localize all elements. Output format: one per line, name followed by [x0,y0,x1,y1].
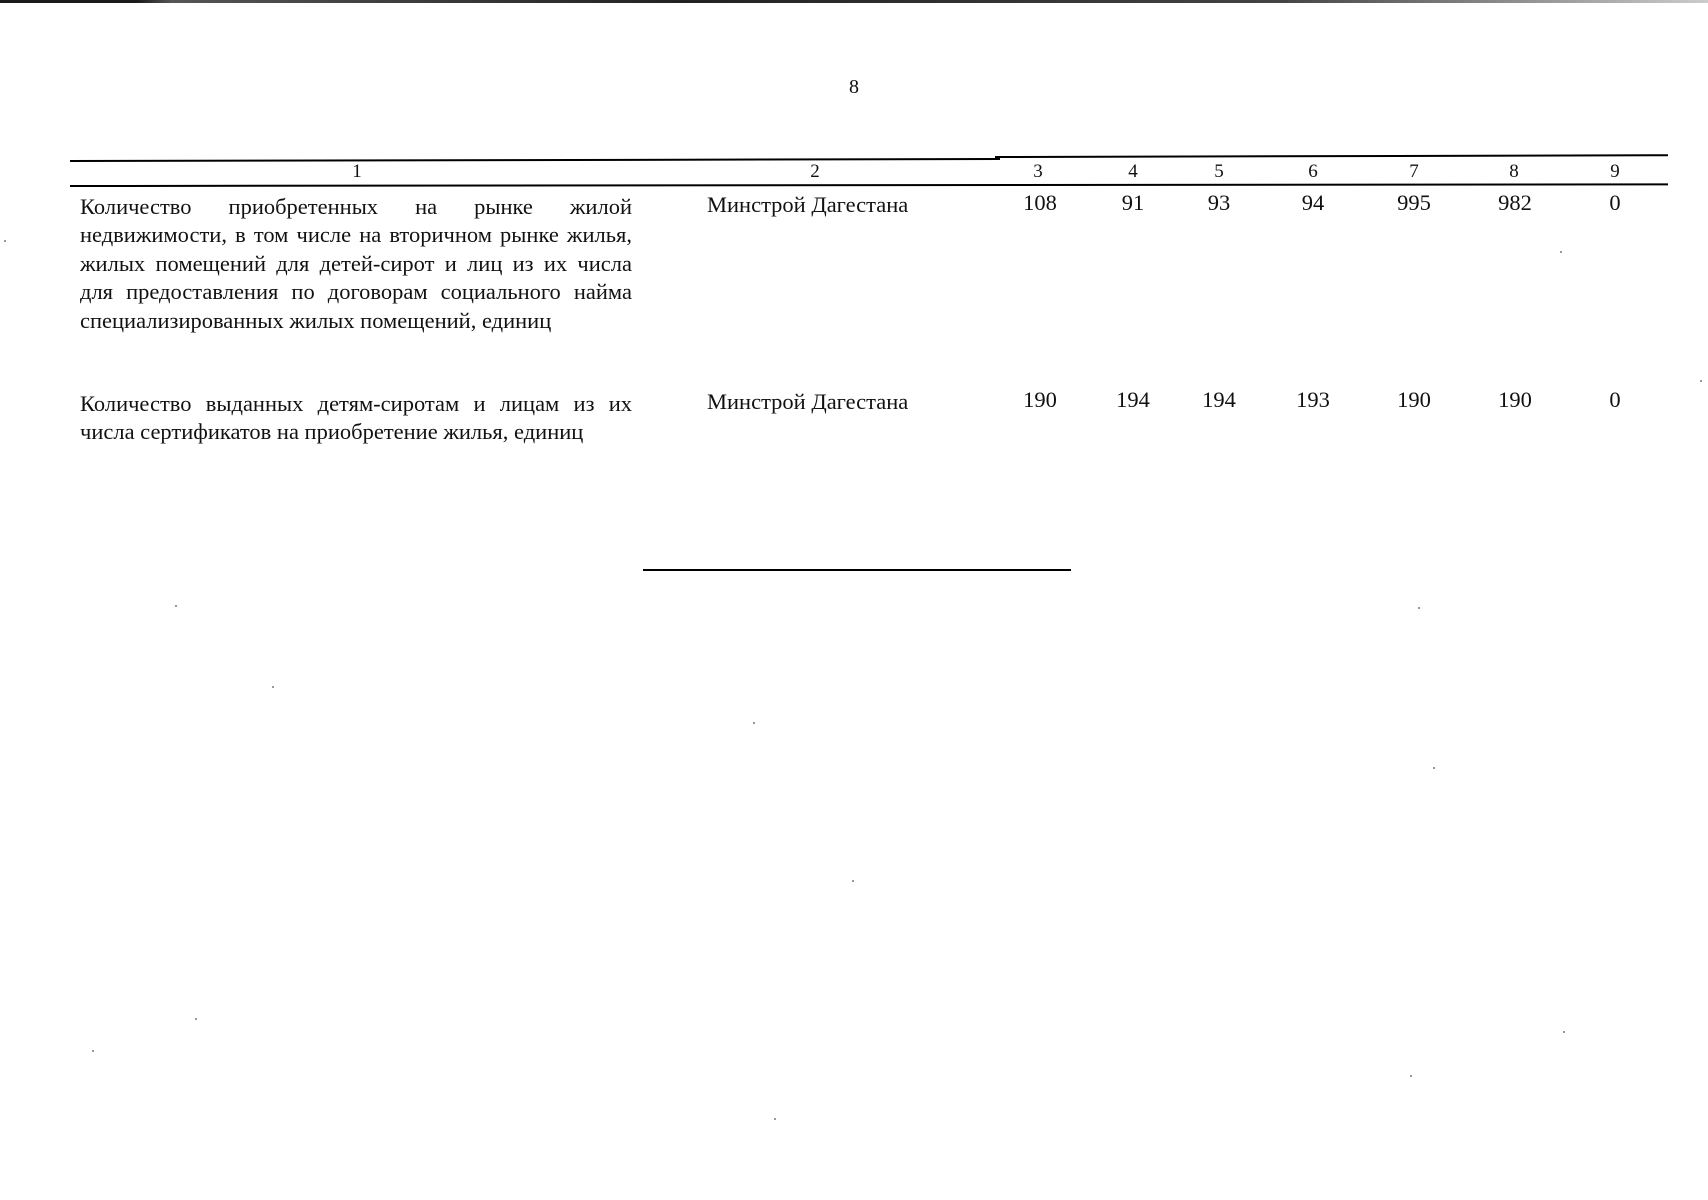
scan-speck [1410,1075,1412,1077]
column-header: 6 [1308,161,1318,182]
scan-speck [92,1050,94,1052]
column-header: 8 [1509,161,1519,182]
column-header: 5 [1214,161,1224,182]
column-header: 2 [810,161,820,182]
value-cell: 995 [1397,190,1431,215]
value-cell: 94 [1301,190,1325,215]
scan-speck [753,722,755,724]
value-cell: 0 [1609,190,1621,215]
indicator-description: Количество выданных детям-сиротам и лицам из их числа сертификатов на приобретение жилья, единиц [80,391,632,445]
value-cell: 190 [1498,387,1532,412]
scan-speck [195,1018,197,1020]
value-cell: 190 [1023,387,1057,412]
column-header: 4 [1128,161,1138,182]
responsible-executor: Минстрой Дагестана [707,389,909,414]
value-cell: 108 [1023,190,1057,215]
header-bottom-rule [70,183,1668,186]
column-header: 1 [352,161,362,182]
value-cell: 93 [1207,190,1231,215]
indicator-description: Количество приобретенных на рынке жилой недвижимости, в том числе на вторичном рынке жилья, жилых помещений для детей-сирот и лиц из их числа для предоставления по договорам социального найма специализированных жилых помещений, единиц [80,194,632,333]
scan-speck [774,1118,776,1120]
value-cell: 91 [1121,190,1145,215]
scan-speck [1700,380,1702,382]
scan-speck [1560,251,1562,253]
value-cell: 194 [1202,387,1236,412]
scan-speck [1433,767,1435,769]
value-cell: 193 [1296,387,1330,412]
column-header: 3 [1033,161,1043,182]
value-cell: 194 [1116,387,1150,412]
value-cell: 0 [1609,387,1621,412]
responsible-executor: Минстрой Дагестана [707,192,909,217]
column-header: 9 [1610,161,1620,182]
scan-speck [852,880,854,882]
scan-speck [272,686,274,688]
page-number: 8 [849,76,859,98]
closing-rule [643,569,1071,571]
scan-speck [4,240,6,242]
scan-speck [175,605,177,607]
table-top-rule [70,158,1000,161]
table-top-rule [995,154,1668,157]
scan-edge [0,0,1708,3]
scan-speck [1563,1031,1565,1033]
column-header: 7 [1409,161,1419,182]
scan-speck [1418,607,1420,609]
value-cell: 982 [1498,190,1532,215]
value-cell: 190 [1397,387,1431,412]
